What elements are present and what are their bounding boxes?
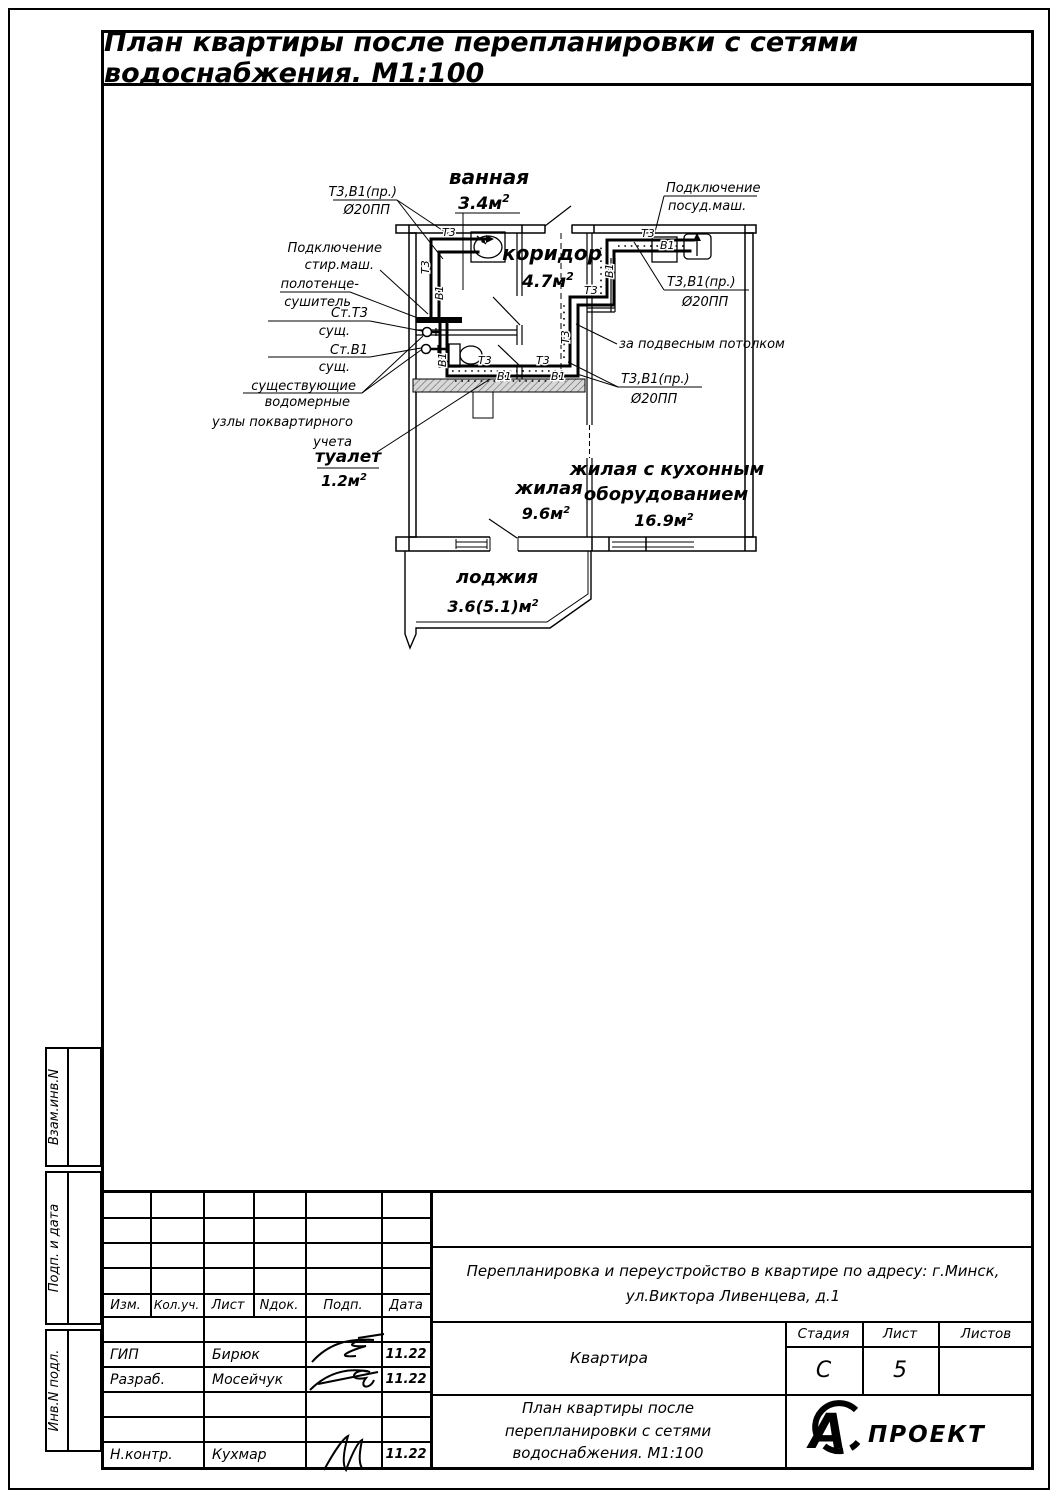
kitchen-window (612, 542, 694, 547)
room-label-loggia: лоджия (455, 567, 539, 588)
signature-nkontr (318, 1430, 378, 1476)
note-st-t3: Ст.Т3 (331, 306, 368, 321)
row-razrab-date: 11.22 (385, 1372, 427, 1387)
sheet-value: 5 (893, 1357, 907, 1383)
room-label-kitchen-living-1: жилая с кухонным (569, 459, 765, 480)
note-washer-1: Подключение (287, 241, 382, 256)
room-area-kitchen-living: $16.9м^2$ (634, 511, 694, 530)
sidebar-label-inv: Инв.N подл. (47, 1349, 62, 1432)
annotations (211, 181, 785, 450)
row-razrab-name: Мосейчук (212, 1371, 284, 1388)
note-t3v1-left: Т3,В1(пр.) (328, 185, 397, 200)
sidebar-label-vzam: Взам.инв.N (47, 1068, 62, 1146)
note-ceiling: за подвесным потолком (619, 337, 785, 352)
svg-text:Т3: Т3 (478, 354, 492, 367)
room-area-toilet: $1.2м^2$ (321, 472, 367, 490)
toilet-tank (449, 344, 460, 367)
svg-text:Т3: Т3 (559, 330, 572, 344)
logo-letter: А (809, 1404, 847, 1460)
note-meters-1: существующие (251, 379, 356, 394)
stage-value: С (815, 1357, 832, 1383)
balcony-door-leaf (489, 519, 517, 538)
floor-plan (104, 88, 1032, 1188)
row-nkontr-date: 11.22 (385, 1447, 427, 1462)
note-meters-3: узлы поквартирного (211, 415, 353, 430)
sheet-title (101, 27, 1034, 89)
note-dishwasher-2: посуд.маш. (668, 199, 747, 214)
svg-text:В1: В1 (603, 263, 616, 278)
svg-text:сущ.: сущ. (318, 324, 350, 339)
room-label-corridor: коридор (502, 241, 602, 265)
project-name: Перепланировка и переустройство в квартире по адресу: г.Минск, ул.Виктора Ливенцева, д.1 (466, 1261, 1000, 1305)
svg-text:Т3: Т3 (419, 260, 432, 274)
sidebar-label-podp: Подп. и дата (47, 1203, 62, 1293)
svg-text:Т3: Т3 (584, 284, 598, 297)
col-header-kol: Кол.уч. (153, 1298, 200, 1312)
note-meters-4: учета (313, 435, 352, 450)
svg-text:Ø20ПП: Ø20ПП (343, 203, 390, 218)
note-towel-2: сушитель (284, 295, 351, 310)
risers (422, 328, 448, 354)
col-header-data: Дата (389, 1297, 423, 1313)
room-label-toilet: туалет (314, 447, 382, 467)
object-name: Квартира (570, 1348, 648, 1367)
note-dishwasher-1: Подключение (666, 181, 761, 196)
svg-text:В1: В1 (436, 352, 449, 367)
room-area-loggia: $3.6(5.1)м^2$ (447, 597, 539, 616)
company-logo (800, 1398, 1020, 1464)
walls (396, 206, 756, 648)
col-header-izm: Изм. (110, 1297, 141, 1313)
col-header-ndok: Nдок. (259, 1297, 299, 1313)
note-t3v1-right-top: Т3,В1(пр.) (667, 275, 736, 290)
note-st-v1: Ст.В1 (330, 343, 368, 358)
row-gip-name: Бирюк (212, 1346, 260, 1363)
sheets-header: Листов (960, 1325, 1012, 1342)
riser-st-v1 (422, 345, 431, 354)
row-gip-date: 11.22 (385, 1347, 427, 1362)
room-area-corridor: $4.7м^2$ (522, 270, 574, 292)
svg-text:В1: В1 (433, 285, 446, 300)
svg-text:Т3: Т3 (536, 354, 550, 367)
stage-header: Стадия (797, 1325, 850, 1342)
logo-word: ПРОЕКТ (868, 1422, 986, 1448)
note-washer-2: стир.маш. (304, 258, 374, 273)
svg-text:В1: В1 (497, 370, 512, 383)
vent-duct (473, 392, 493, 418)
room-area-bathroom: $3.4м^2$ (458, 192, 510, 214)
svg-text:Ø20ПП: Ø20ПП (682, 295, 729, 310)
signature-razrab (308, 1362, 388, 1396)
note-t3v1-right-bottom: Т3,В1(пр.) (621, 372, 690, 387)
note-meters-2: водомерные (264, 395, 350, 410)
sheet-header: Лист (882, 1325, 918, 1342)
svg-text:Ø20ПП: Ø20ПП (631, 392, 678, 407)
svg-text:В1: В1 (551, 370, 566, 383)
room-label-living: жилая (515, 478, 583, 499)
svg-text:Т3: Т3 (641, 227, 655, 240)
row-razrab-role: Разраб. (110, 1371, 166, 1388)
room-label-kitchen-living-2: оборудованием (583, 484, 749, 505)
row-nkontr-name: Кухмар (212, 1446, 267, 1463)
sheet-title-text: План квартиры после перепланировки с сетями водоснабжения. М1:100 (104, 27, 859, 89)
room-area-living: $9.6м^2$ (521, 504, 571, 523)
living-window (456, 539, 487, 549)
sheets-value (938, 1348, 1034, 1392)
col-header-podp: Подп. (323, 1297, 363, 1313)
room-label-bathroom: ванная (448, 165, 530, 189)
svg-text:В1: В1 (660, 239, 675, 252)
toilet-door-leaf (498, 345, 520, 366)
bathroom-door-leaf (493, 297, 520, 325)
row-nkontr-role: Н.контр. (110, 1446, 173, 1463)
col-header-list: Лист (211, 1297, 245, 1313)
row-gip-role: ГИП (110, 1346, 139, 1363)
doc-title: План квартиры после перепланировки с сетями водоснабжения. М1:100 (504, 1399, 712, 1463)
note-towel-1: полотенце- (280, 277, 359, 292)
riser-st-t3 (423, 328, 432, 337)
svg-text:Т3: Т3 (442, 226, 456, 239)
entrance-door-leaf (545, 206, 571, 226)
svg-text:сущ.: сущ. (318, 360, 350, 375)
